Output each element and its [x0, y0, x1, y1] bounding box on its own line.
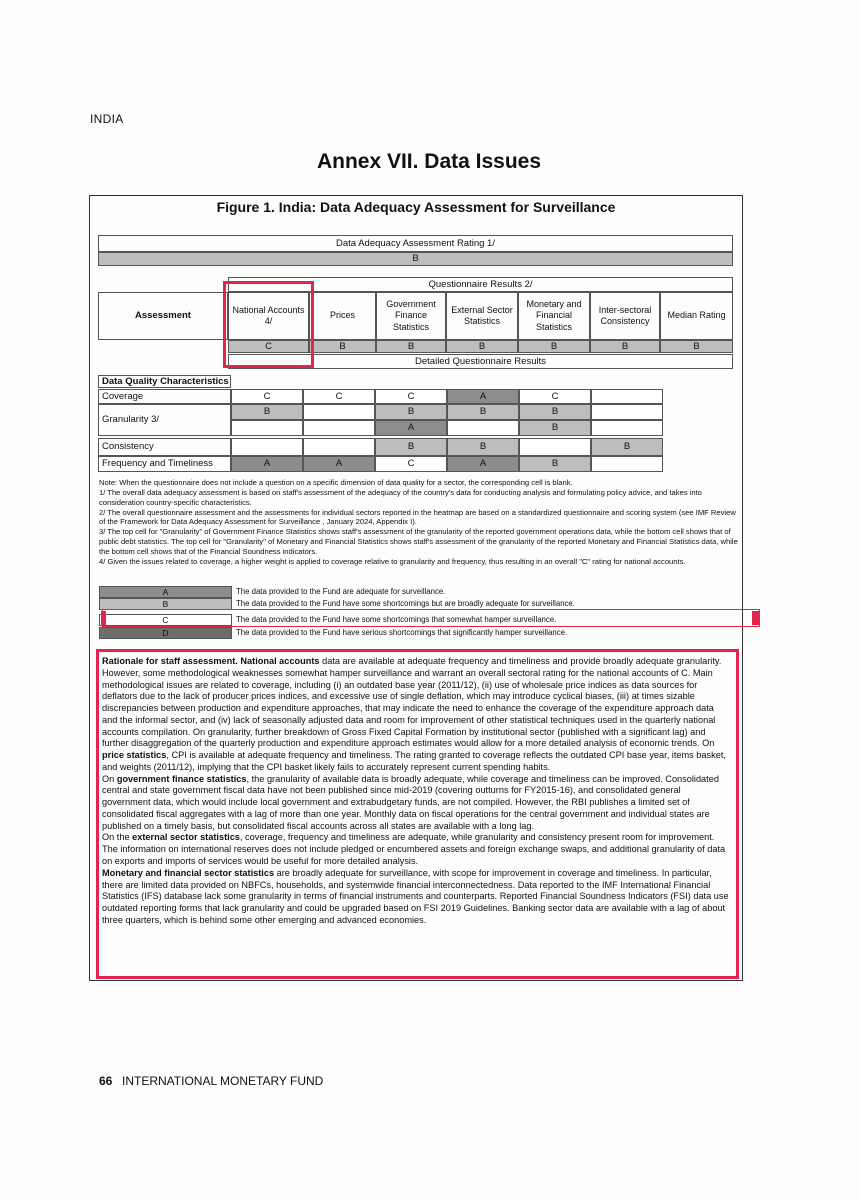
column-rating-4: B	[518, 340, 590, 353]
questionnaire-header: Questionnaire Results 2/	[228, 277, 733, 292]
ess-text: , coverage, frequency and timeliness are adequate, while granularity and consistency present room for improvement. The information on international reserves does not include pledged or encumbered assets and foreign exchange swaps, and additional granularity of data on exports and imports of services would be useful for more detailed analysis.	[102, 832, 726, 867]
legend-text-c: The data provided to the Fund have some shortcomings that somewhat hamper surveillance.	[236, 615, 557, 624]
note-3: 3/ The top cell for "Granularity" of Government Finance Statistics shows staff's assessment of the granularity of the reported government operations data, while the bottom cell shows that of public debt statistics. The top cell for "Granularity" of Monetary and Financial Statistics shows staff's assessment of the granularity of the reported Monetary and Financial Statistics data, while the bottom cell shows that of the Financial Soundness indicators.	[99, 527, 738, 557]
column-rating-5: B	[590, 340, 660, 353]
figure-title: Figure 1. India: Data Adequacy Assessment for Surveillance	[216, 199, 616, 215]
column-header-1: Prices	[309, 292, 376, 340]
note-1: 1/ The overall data adequacy assessment is based on staff's assessment of the adequacy of the country's data for conducting analysis and formulating policy advice, and takes into consideration country-specific characteristics.	[99, 487, 702, 507]
dq-cell-consistency-3: B	[447, 438, 519, 456]
row-label-frequency: Frequency and Timeliness	[98, 456, 231, 472]
dq-cell-consistency-1	[303, 438, 375, 456]
dq-header: Data Quality Characteristics	[98, 375, 231, 388]
dq-cell-granularity_bottom-2: A	[375, 420, 447, 436]
column-header-5: Inter-sectoral Consistency	[590, 292, 660, 340]
legend-text-d: The data provided to the Fund have serious shortcomings that significantly hamper surveillance.	[236, 628, 568, 637]
national-accounts-term: National accounts	[240, 656, 320, 666]
dq-cell-granularity_top-1	[303, 404, 375, 420]
rationale-heading: Rationale for staff assessment.	[102, 656, 238, 666]
highlight-legend-c	[102, 609, 760, 627]
note-2: 2/ The overall questionnaire assessment and the assessments for individual sectors reported in the heatmap are based on a standardized questionnaire and scoring system (see IMF Review of the Framework for Data Adequacy Assessment for Surveillance , January 2024, Appendix I).	[99, 507, 736, 527]
legend-text-b: The data provided to the Fund have some shortcomings but are broadly adequate for surveillance.	[236, 599, 575, 608]
gfs-term: government finance statistics	[116, 773, 247, 784]
column-header-0: National Accounts 4/	[228, 292, 309, 340]
dq-cell-granularity_top-3: B	[447, 404, 519, 420]
ess-lead: On the	[102, 832, 130, 843]
legend-row-a	[99, 586, 734, 598]
national-accounts-text: data are available at adequate frequency and timeliness and provide broadly adequate granularity. However, some methodological weaknesses somewhat hamper surveillance and warrant an overall sectoral rating for the national accounts of C. Main methodological issues are related to coverage, including (i) an outdated base year (2011/12), (ii) use of wholesale price indices as data sources for deflators due to the lack of producer prices indices, and excessive use of single deflation, which may introduce cyclical biases, (iii) at times sizable discrepancies between production and expenditure approaches, that may indicate the need to enhance the coverage of the expenditure approach data and the informal sector, and (iv) lack of seasonally adjusted data and room for improvement of other statistical techniques used in the quarterly national accounts compilation. On granularity, further breakdown of Gross Fixed Capital Formation by institutional sector (published with a significant lag) and further disaggregation of the quarterly production and expenditure approach estimates would allow for a more detailed analysis of economic trends. On	[102, 656, 722, 749]
detailed-header: Detailed Questionnaire Results	[228, 354, 733, 369]
column-rating-2: B	[376, 340, 446, 353]
mfs-text: are broadly adequate for surveillance, with scope for improvement in coverage and timeliness. In particular, there are limited data provided on NBFCs, households, and systemwide financial interconnectedness. Data reported to the IMF International Financial Statistics (IFS) database lack some granularity in terms of financial instruments and counterparts. Reported Financial Soundness Indicators (FSI) data use outdated reporting forms that lack granularity and could be upgraded based on FSI 2019 Guidelines. Banking sector data are available with a lag of about three quarters, which is behind some other emerging and advanced economies.	[102, 867, 729, 925]
page-number: 66	[99, 1074, 113, 1088]
row-label-consistency: Consistency	[98, 438, 231, 456]
column-header-6: Median Rating	[660, 292, 733, 340]
note-0: Note: When the questionnaire does not include a question on a specific dimension of data quality for a sector, the corresponding cell is blank.	[99, 478, 573, 487]
overall-rating: B	[98, 252, 733, 266]
price-statistics-text: , CPI is available at adequate frequency and timeliness. The rating granted to coverage reflects the outdated CPI base year, items basket, and weights (2011/12), implying that the CPI basket likely fails to accurately represent current spending habits.	[102, 750, 726, 772]
dq-cell-frequency-1: A	[303, 456, 375, 472]
dq-cell-granularity_bottom-5	[591, 420, 663, 436]
dq-cell-frequency-3: A	[447, 456, 519, 472]
column-rating-3: B	[446, 340, 518, 353]
column-rating-1: B	[309, 340, 376, 353]
legend-swatch-c: C	[99, 614, 232, 626]
rationale-paragraph-1	[102, 656, 730, 774]
legend-row-d	[99, 627, 734, 639]
highlight-legend-c-marker-left	[101, 611, 106, 625]
column-header-2: Government Finance Statistics	[376, 292, 446, 340]
column-header-4: Monetary and Financial Statistics	[518, 292, 590, 340]
dq-cell-consistency-2: B	[375, 438, 447, 456]
running-header-country: INDIA	[90, 112, 124, 126]
dq-cell-consistency-5: B	[591, 438, 663, 456]
legend-text-a: The data provided to the Fund are adequate for surveillance.	[236, 587, 446, 596]
dq-cell-consistency-0	[231, 438, 303, 456]
ess-term: external sector statistics	[132, 832, 240, 843]
note-4: 4/ Given the issues related to coverage, a higher weight is applied to coverage relative to granularity and frequency, thus resulting in an overall "C" rating for national accounts.	[99, 556, 686, 566]
footer-publisher: INTERNATIONAL MONETARY FUND	[122, 1074, 324, 1088]
dq-cell-frequency-0: A	[231, 456, 303, 472]
rating-header: Data Adequacy Assessment Rating 1/	[98, 235, 733, 252]
column-rating-0: C	[228, 340, 309, 353]
dq-cell-granularity_top-5	[591, 404, 663, 420]
column-rating-6: B	[660, 340, 733, 353]
highlight-legend-c-marker-right	[752, 611, 759, 625]
dq-cell-frequency-5	[591, 456, 663, 472]
dq-cell-coverage-5	[591, 389, 663, 404]
dq-cell-coverage-4: C	[519, 389, 591, 404]
dq-cell-granularity_top-2: B	[375, 404, 447, 420]
dq-cell-frequency-4: B	[519, 456, 591, 472]
rationale-paragraph-3	[102, 832, 730, 867]
dq-cell-granularity_bottom-0	[231, 420, 303, 436]
gfs-lead: On	[102, 773, 115, 784]
assessment-label: Assessment	[98, 292, 228, 340]
dq-cell-coverage-1: C	[303, 389, 375, 404]
price-statistics-term: price statistics	[102, 750, 167, 761]
dq-cell-consistency-4	[519, 438, 591, 456]
annex-title: Annex VII. Data Issues	[316, 150, 542, 173]
rationale-paragraph-2	[102, 774, 730, 833]
row-label-coverage: Coverage	[98, 389, 231, 404]
dq-cell-coverage-3: A	[447, 389, 519, 404]
dq-cell-granularity_bottom-1	[303, 420, 375, 436]
figure-notes	[99, 478, 739, 567]
dq-cell-frequency-2: C	[375, 456, 447, 472]
legend-swatch-a: A	[99, 586, 232, 598]
legend-swatch-d: D	[99, 627, 232, 639]
mfs-term: Monetary and financial sector statistics	[102, 867, 275, 878]
rationale-paragraph-4	[102, 868, 730, 927]
legend-swatch-b: B	[99, 598, 232, 610]
column-header-3: External Sector Statistics	[446, 292, 518, 340]
dq-cell-granularity_bottom-4: B	[519, 420, 591, 436]
dq-cell-coverage-0: C	[231, 389, 303, 404]
dq-cell-coverage-2: C	[375, 389, 447, 404]
dq-cell-granularity_top-4: B	[519, 404, 591, 420]
dq-cell-granularity_top-0: B	[231, 404, 303, 420]
gfs-text: , the granularity of available data is broadly adequate, while coverage and timeliness can be improved. Consolidated central and state government fiscal data have not been published since mid-2019 (covering outturns for FY2015-16), and consolidated general government data, which would include local government and extrabudgetary funds, are not compiled. However, the RBI publishes a limited set of consolidated fiscal aggregates with a lag of more than one year. Monthly data on fiscal operations for the central government and individual states are published on a timely basis, but consolidated fiscal accounts across all states are available with a long lag.	[102, 773, 719, 831]
dq-cell-granularity_bottom-3	[447, 420, 519, 436]
rationale-text	[102, 656, 730, 927]
row-label-granularity: Granularity 3/	[98, 404, 231, 436]
